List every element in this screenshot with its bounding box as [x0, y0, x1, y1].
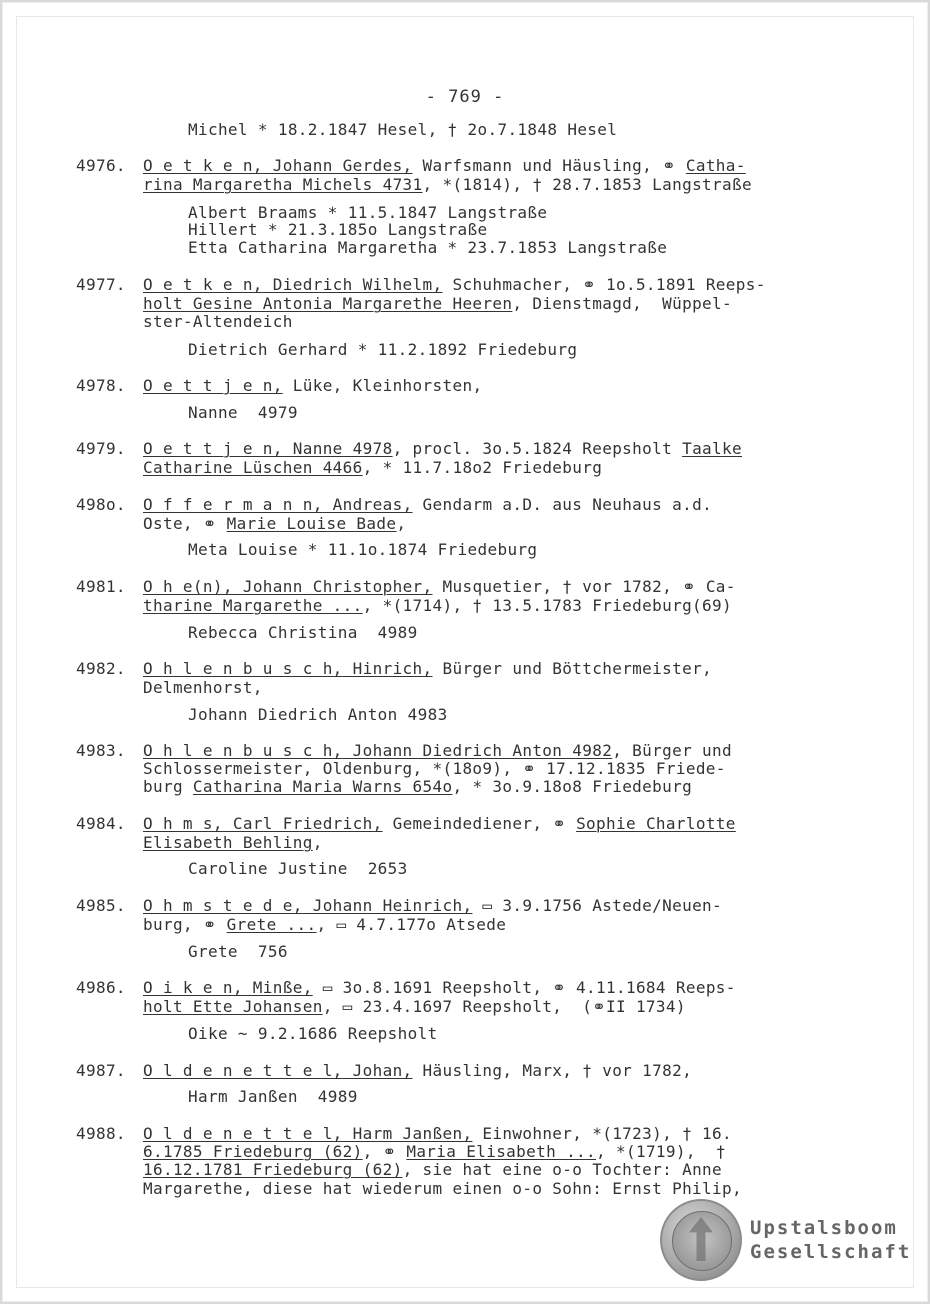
entry-number-4980: 498o. [76, 495, 126, 514]
entry-4980-line-2 [143, 515, 406, 533]
entry-4987-line-1 [143, 1062, 692, 1080]
surname: O e t k e n, [143, 275, 263, 294]
surname: O e t t j e n, [143, 376, 283, 395]
entry-4982-line-2: Delmenhorst, [143, 678, 263, 697]
child-entry: Grete 756 [188, 942, 288, 961]
entry-text: ▭ 3.9.1756 Astede/Neuen- [472, 896, 723, 915]
entry-text: Bürger und Böttchermeister, [432, 659, 713, 678]
child-entry: Caroline Justine 2653 [188, 859, 408, 878]
entry-text: Warfsmann und Häusling, ⚭ [412, 156, 686, 175]
entry-text: , ⚭ [362, 1142, 407, 1161]
entry-text: burg, ⚭ [143, 915, 227, 934]
logo-text-line-2: Gesellschaft [750, 1241, 912, 1263]
given-name: Nanne 4978 [282, 439, 393, 458]
surname: O h m s, [143, 814, 223, 833]
given-name: Johan, [342, 1061, 413, 1080]
logo-text-line-1: Upstalsboom [750, 1217, 898, 1239]
entry-text: 16.12.1781 Friedeburg (62) [143, 1160, 403, 1179]
entry-4981-line-1 [143, 578, 736, 596]
entry-4976-line-2 [143, 176, 752, 194]
given-name: Minße, [242, 978, 313, 997]
child-entry: Etta Catharina Margaretha * 23.7.1853 Langstraße [188, 238, 668, 257]
surname: O e t k e n, [143, 156, 263, 175]
entry-text: , ▭ 23.4.1697 Reepsholt, (⚭II 1734) [322, 997, 686, 1016]
given-name: Harm Janßen, [342, 1124, 473, 1143]
spouse-name: Marie Louise Bade [226, 514, 397, 533]
spouse-name: Taalke [682, 439, 742, 458]
spouse-name: Catharine Lüschen 4466 [143, 458, 363, 477]
entry-4977-line-2 [143, 295, 732, 313]
surname: O h e(n), [143, 577, 233, 596]
entry-4981-line-2 [143, 597, 732, 615]
entry-number-4981: 4981. [76, 577, 126, 596]
entry-4977-line-1 [143, 276, 766, 294]
spouse-name: Catha- [685, 156, 746, 175]
entry-number-4984: 4984. [76, 814, 126, 833]
entry-4985-line-2 [143, 916, 506, 934]
entry-text: , *(1719), † [596, 1142, 726, 1161]
surname: O h l e n b u s c h, [143, 659, 343, 678]
given-name: Johann Christopher, [232, 577, 433, 596]
entry-4983-line-1 [143, 742, 732, 760]
entry-4988-line-3 [143, 1161, 722, 1179]
entry-text: burg [143, 777, 193, 796]
spouse-name: holt Ette Johansen [143, 997, 323, 1016]
entry-text: , *(1714), † 13.5.1783 Friedeburg(69) [362, 596, 732, 615]
spouse-name: Grete ... [226, 915, 317, 934]
child-entry: Hillert * 21.3.185o Langstraße [188, 220, 488, 239]
entry-text: , * 3o.9.18o8 Friedeburg [452, 777, 693, 796]
entry-text: Einwohner, *(1723), † 16. [472, 1124, 732, 1143]
entry-4976-line-1 [143, 157, 746, 175]
child-entry: Nanne 4979 [188, 403, 298, 422]
entry-text: , Dienstmagd, Wüppel- [512, 294, 732, 313]
child-entry: Johann Diedrich Anton 4983 [188, 705, 448, 724]
entry-text: , Bürger und [612, 741, 732, 760]
spouse-name: tharine Margarethe ... [143, 596, 363, 615]
entry-number-4987: 4987. [76, 1061, 126, 1080]
upstalsboom-logo [660, 1199, 910, 1285]
entry-number-4979: 4979. [76, 439, 126, 458]
surname: O i k e n, [143, 978, 243, 997]
surname: O f f e r m a n n, [143, 495, 323, 514]
entry-text: 6.1785 Friedeburg (62) [143, 1142, 363, 1161]
given-name: Carl Friedrich, [222, 814, 383, 833]
entry-text: Oste, ⚭ [143, 514, 227, 533]
entry-4985-line-1 [143, 897, 722, 915]
entry-text: , sie hat eine o-o Tochter: Anne [402, 1160, 723, 1179]
entry-text: , [396, 514, 407, 533]
spouse-name: Sophie Charlotte [576, 814, 736, 833]
surname: O h m s t e d e, [143, 896, 303, 915]
entry-number-4983: 4983. [76, 741, 126, 760]
entry-text: Lüke, Kleinhorsten, [282, 376, 483, 395]
entry-text: , [312, 833, 323, 852]
given-name: Johann Heinrich, [302, 896, 473, 915]
given-name: Diedrich Wilhelm, [262, 275, 443, 294]
page-number: - 769 - [425, 87, 505, 107]
entry-number-4986: 4986. [76, 978, 126, 997]
given-name: Johann Gerdes, [262, 156, 413, 175]
child-entry: Meta Louise * 11.1o.1874 Friedeburg [188, 540, 538, 559]
entry-number-4982: 4982. [76, 659, 126, 678]
entry-text: ▭ 3o.8.1691 Reepsholt, ⚭ 4.11.1684 Reeps- [312, 978, 736, 997]
entry-4986-line-2 [143, 998, 686, 1016]
spouse-name: rina Margaretha Michels 4731 [143, 175, 423, 194]
continuation-line: Michel * 18.2.1847 Hesel, † 2o.7.1848 Hesel [188, 120, 618, 139]
entry-text: , *(1814), † 28.7.1853 Langstraße [422, 175, 752, 194]
entry-4984-line-1 [143, 815, 736, 833]
entry-4979-line-2 [143, 459, 602, 477]
child-entry: Dietrich Gerhard * 11.2.1892 Friedeburg [188, 340, 578, 359]
surname: O e t t j e n, [143, 439, 283, 458]
spouse-name: Maria Elisabeth ... [406, 1142, 597, 1161]
surname: O l d e n e t t e l, [143, 1061, 343, 1080]
entry-4988-line-1 [143, 1125, 732, 1143]
entry-4986-line-1 [143, 979, 736, 997]
surname: O l d e n e t t e l, [143, 1124, 343, 1143]
child-entry: Oike ~ 9.2.1686 Reepsholt [188, 1024, 438, 1043]
entry-4988-line-2 [143, 1143, 726, 1161]
entry-text: Gendarm a.D. aus Neuhaus a.d. [412, 495, 713, 514]
spouse-name: Elisabeth Behling [143, 833, 313, 852]
spouse-name: Catharina Maria Warns 654o [192, 777, 453, 796]
entry-number-4985: 4985. [76, 896, 126, 915]
child-entry: Rebecca Christina 4989 [188, 623, 418, 642]
given-name: Johann Diedrich Anton 4982 [342, 741, 613, 760]
entry-4983-line-2: Schlossermeister, Oldenburg, *(18o9), ⚭ 17.12.1835 Friede- [143, 759, 726, 778]
entry-4984-line-2 [143, 834, 323, 852]
upstalsboom-seal-icon [660, 1199, 742, 1281]
entry-4977-line-3: ster-Altendeich [143, 312, 293, 331]
entry-4978-line-1 [143, 377, 482, 395]
child-entry: Albert Braams * 11.5.1847 Langstraße [188, 203, 548, 222]
entry-number-4977: 4977. [76, 275, 126, 294]
entry-text: Häusling, Marx, † vor 1782, [412, 1061, 693, 1080]
entry-text: , * 11.7.18o2 Friedeburg [362, 458, 603, 477]
entry-text: , procl. 3o.5.1824 Reepsholt [392, 439, 683, 458]
entry-text: , ▭ 4.7.177o Atsede [316, 915, 507, 934]
entry-text: Musquetier, † vor 1782, ⚭ Ca- [432, 577, 736, 596]
entry-4983-line-3 [143, 778, 692, 796]
entry-4982-line-1 [143, 660, 712, 678]
entry-4988-line-4: Margarethe, diese hat wiederum einen o-o Sohn: Ernst Philip, [143, 1179, 742, 1198]
entry-number-4988: 4988. [76, 1124, 126, 1143]
given-name: Andreas, [322, 495, 413, 514]
entry-text: Gemeindediener, ⚭ [382, 814, 577, 833]
entry-4979-line-1 [143, 440, 742, 458]
spouse-name: holt Gesine Antonia Margarethe Heeren [143, 294, 513, 313]
entry-number-4978: 4978. [76, 376, 126, 395]
child-entry: Harm Janßen 4989 [188, 1087, 358, 1106]
entry-text: Schuhmacher, ⚭ 1o.5.1891 Reeps- [442, 275, 766, 294]
entry-4980-line-1 [143, 496, 712, 514]
surname: O h l e n b u s c h, [143, 741, 343, 760]
given-name: Hinrich, [342, 659, 433, 678]
entry-number-4976: 4976. [76, 156, 126, 175]
